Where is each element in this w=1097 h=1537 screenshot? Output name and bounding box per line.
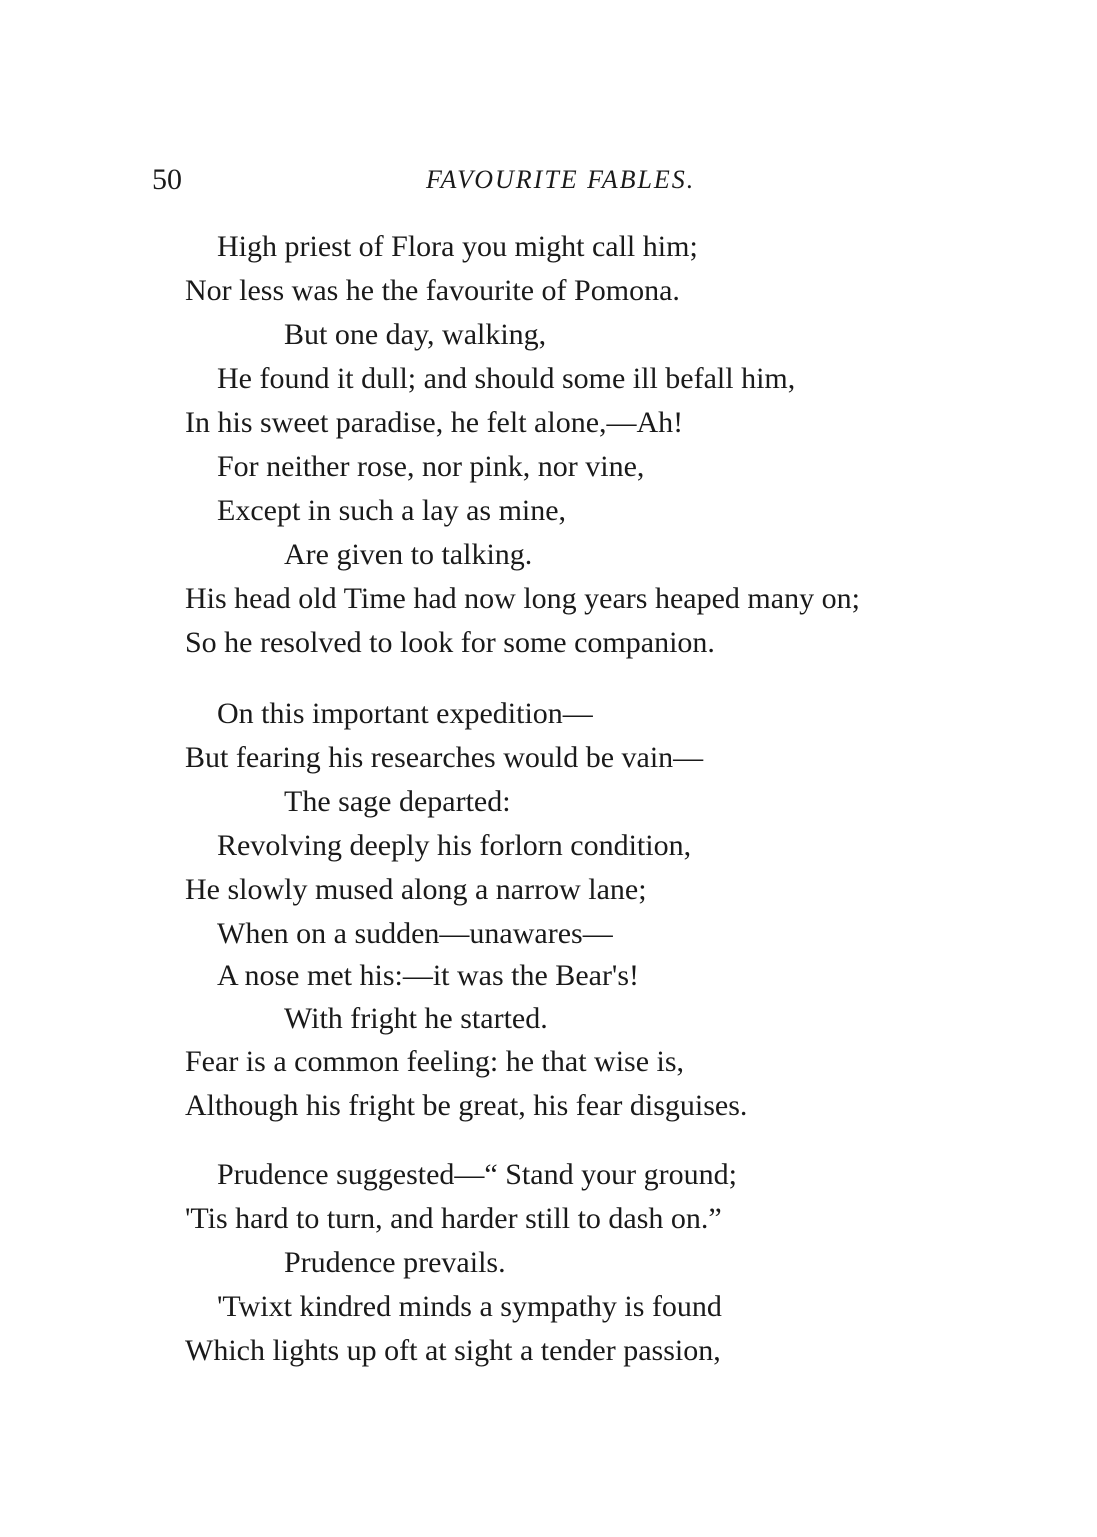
verse-line: With fright he started. [284,1002,548,1035]
verse-line: When on a sudden—unawares— [217,917,613,950]
verse-line: Except in such a lay as mine, [217,494,567,527]
verse-line: A nose met his:—it was the Bear's! [217,959,640,992]
page-number: 50 [152,163,182,196]
verse-line: But fearing his researches would be vain— [185,741,704,774]
verse-line: He found it dull; and should some ill befall him, [217,362,796,395]
verse-line: His head old Time had now long years heaped many on; [185,582,860,615]
verse-line: Prudence suggested—“ Stand your ground; [217,1158,737,1191]
verse-line: Nor less was he the favourite of Pomona. [185,274,680,307]
verse-line: On this important expedition— [217,697,593,730]
verse-line: Which lights up oft at sight a tender passion, [185,1334,721,1367]
verse-line: Although his fright be great, his fear disguises. [185,1089,748,1122]
verse-line: In his sweet paradise, he felt alone,—Ah! [185,406,684,439]
verse-line: High priest of Flora you might call him; [217,230,698,263]
verse-line: But one day, walking, [284,318,547,351]
verse-line: 'Twixt kindred minds a sympathy is found [217,1290,722,1323]
verse-line: The sage departed: [284,785,511,818]
running-title: FAVOURITE FABLES. [426,165,696,194]
verse-line: Fear is a common feeling: he that wise is, [185,1045,685,1078]
verse-line: Revolving deeply his forlorn condition, [217,829,692,862]
verse-line: Are given to talking. [284,538,533,571]
verse-line: For neither rose, nor pink, nor vine, [217,450,645,483]
verse-line: He slowly mused along a narrow lane; [185,873,647,906]
verse-line: 'Tis hard to turn, and harder still to dash on.” [185,1202,722,1235]
verse-line: Prudence prevails. [284,1246,506,1279]
verse-line: So he resolved to look for some companion. [185,626,715,659]
